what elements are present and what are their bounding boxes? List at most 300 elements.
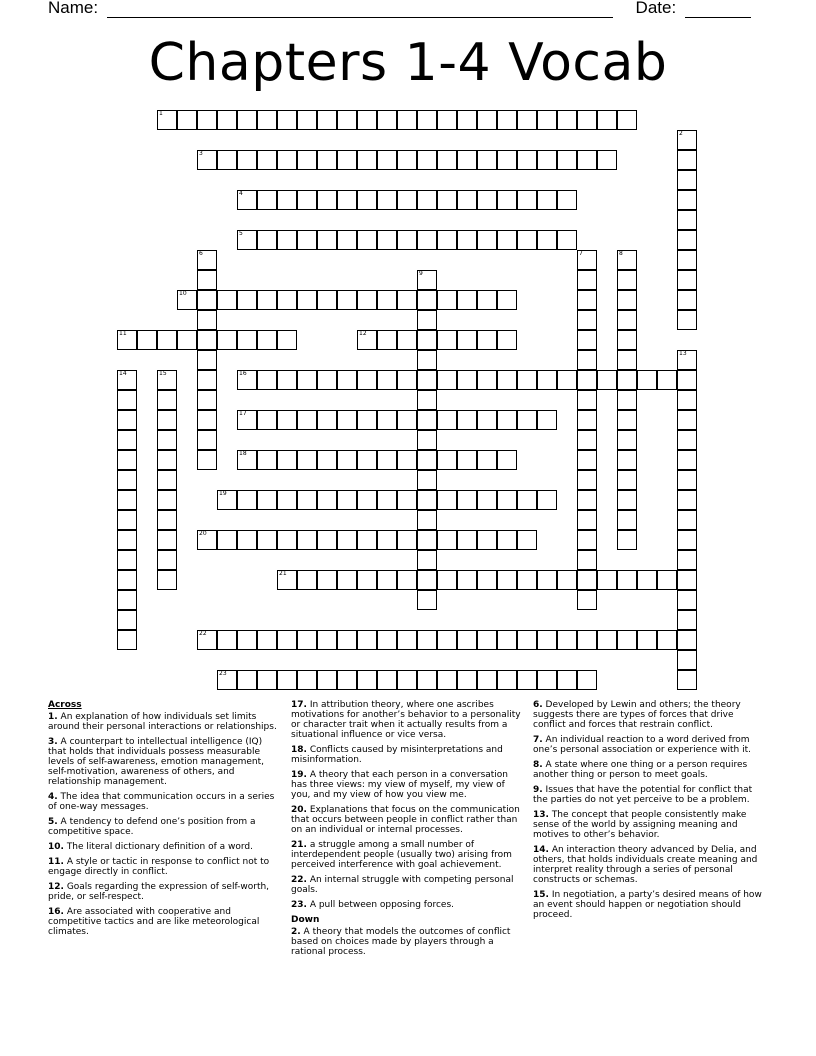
grid-cell[interactable]	[537, 410, 557, 430]
grid-cell[interactable]	[517, 670, 537, 690]
grid-cell[interactable]	[417, 450, 437, 470]
grid-cell[interactable]	[557, 110, 577, 130]
grid-cell[interactable]	[537, 670, 557, 690]
grid-cell[interactable]	[177, 110, 197, 130]
grid-cell[interactable]	[357, 530, 377, 550]
grid-cell[interactable]	[317, 570, 337, 590]
grid-cell[interactable]	[397, 530, 417, 550]
grid-cell[interactable]	[237, 490, 257, 510]
grid-cell[interactable]	[617, 530, 637, 550]
grid-cell[interactable]	[437, 110, 457, 130]
grid-cell[interactable]	[617, 370, 637, 390]
grid-cell[interactable]	[397, 670, 417, 690]
grid-cell[interactable]	[577, 270, 597, 290]
grid-cell[interactable]	[377, 230, 397, 250]
grid-cell[interactable]	[257, 150, 277, 170]
grid-cell[interactable]	[157, 390, 177, 410]
grid-cell[interactable]	[417, 510, 437, 530]
grid-cell[interactable]	[477, 530, 497, 550]
grid-cell[interactable]	[417, 550, 437, 570]
grid-cell[interactable]	[477, 490, 497, 510]
grid-cell[interactable]	[417, 410, 437, 430]
grid-cell[interactable]	[337, 110, 357, 130]
grid-cell[interactable]	[197, 270, 217, 290]
grid-cell[interactable]	[577, 310, 597, 330]
grid-cell[interactable]	[577, 290, 597, 310]
grid-cell[interactable]	[397, 110, 417, 130]
grid-cell[interactable]	[617, 430, 637, 450]
grid-cell[interactable]	[557, 670, 577, 690]
grid-cell[interactable]	[677, 410, 697, 430]
grid-cell[interactable]	[497, 410, 517, 430]
grid-cell[interactable]	[517, 230, 537, 250]
grid-cell[interactable]	[557, 150, 577, 170]
grid-cell[interactable]	[637, 570, 657, 590]
grid-cell[interactable]	[677, 630, 697, 650]
grid-cell[interactable]	[617, 450, 637, 470]
grid-cell[interactable]	[517, 110, 537, 130]
grid-cell[interactable]	[477, 410, 497, 430]
grid-cell[interactable]	[157, 570, 177, 590]
grid-cell[interactable]	[577, 350, 597, 370]
grid-cell[interactable]	[357, 570, 377, 590]
grid-cell[interactable]	[577, 590, 597, 610]
grid-cell[interactable]	[437, 490, 457, 510]
grid-cell[interactable]	[557, 570, 577, 590]
grid-cell[interactable]	[437, 570, 457, 590]
grid-cell[interactable]	[677, 210, 697, 230]
grid-cell[interactable]	[397, 330, 417, 350]
grid-cell[interactable]	[157, 410, 177, 430]
grid-cell[interactable]	[677, 370, 697, 390]
grid-cell[interactable]	[337, 190, 357, 210]
grid-cell[interactable]	[377, 490, 397, 510]
grid-cell[interactable]	[397, 450, 417, 470]
grid-cell[interactable]	[617, 390, 637, 410]
grid-cell[interactable]	[197, 330, 217, 350]
grid-cell[interactable]	[397, 370, 417, 390]
grid-cell[interactable]	[677, 470, 697, 490]
grid-cell[interactable]	[677, 350, 697, 370]
grid-cell[interactable]	[437, 150, 457, 170]
grid-cell[interactable]	[217, 630, 237, 650]
grid-cell[interactable]	[117, 430, 137, 450]
grid-cell[interactable]	[457, 490, 477, 510]
grid-cell[interactable]	[457, 530, 477, 550]
grid-cell[interactable]	[457, 290, 477, 310]
grid-cell[interactable]	[317, 150, 337, 170]
grid-cell[interactable]	[397, 410, 417, 430]
grid-cell[interactable]	[257, 370, 277, 390]
grid-cell[interactable]	[197, 450, 217, 470]
grid-cell[interactable]	[197, 430, 217, 450]
grid-cell[interactable]	[617, 330, 637, 350]
grid-cell[interactable]	[617, 570, 637, 590]
grid-cell[interactable]	[317, 230, 337, 250]
grid-cell[interactable]	[297, 570, 317, 590]
grid-cell[interactable]	[457, 110, 477, 130]
grid-cell[interactable]	[417, 290, 437, 310]
grid-cell[interactable]	[617, 310, 637, 330]
grid-cell[interactable]	[537, 570, 557, 590]
grid-cell[interactable]	[317, 490, 337, 510]
grid-cell[interactable]	[497, 110, 517, 130]
grid-cell[interactable]	[317, 670, 337, 690]
grid-cell[interactable]	[337, 530, 357, 550]
grid-cell[interactable]	[617, 490, 637, 510]
grid-cell[interactable]	[677, 170, 697, 190]
grid-cell[interactable]	[557, 190, 577, 210]
grid-cell[interactable]	[217, 670, 237, 690]
grid-cell[interactable]	[357, 490, 377, 510]
grid-cell[interactable]	[677, 550, 697, 570]
grid-cell[interactable]	[417, 590, 437, 610]
grid-cell[interactable]	[297, 670, 317, 690]
grid-cell[interactable]	[377, 410, 397, 430]
grid-cell[interactable]	[277, 410, 297, 430]
grid-cell[interactable]	[377, 530, 397, 550]
grid-cell[interactable]	[617, 630, 637, 650]
grid-cell[interactable]	[277, 630, 297, 650]
grid-cell[interactable]	[177, 330, 197, 350]
grid-cell[interactable]	[257, 490, 277, 510]
grid-cell[interactable]	[297, 630, 317, 650]
grid-cell[interactable]	[197, 410, 217, 430]
grid-cell[interactable]	[477, 370, 497, 390]
grid-cell[interactable]	[237, 230, 257, 250]
grid-cell[interactable]	[377, 450, 397, 470]
grid-cell[interactable]	[597, 630, 617, 650]
grid-cell[interactable]	[337, 410, 357, 430]
grid-cell[interactable]	[477, 570, 497, 590]
grid-cell[interactable]	[497, 190, 517, 210]
grid-cell[interactable]	[517, 490, 537, 510]
grid-cell[interactable]	[577, 370, 597, 390]
grid-cell[interactable]	[657, 630, 677, 650]
grid-cell[interactable]	[577, 630, 597, 650]
grid-cell[interactable]	[497, 370, 517, 390]
grid-cell[interactable]	[497, 670, 517, 690]
grid-cell[interactable]	[297, 490, 317, 510]
grid-cell[interactable]	[197, 370, 217, 390]
grid-cell[interactable]	[377, 330, 397, 350]
grid-cell[interactable]	[397, 290, 417, 310]
grid-cell[interactable]	[677, 230, 697, 250]
grid-cell[interactable]	[457, 190, 477, 210]
grid-cell[interactable]	[677, 610, 697, 630]
grid-cell[interactable]	[377, 150, 397, 170]
grid-cell[interactable]	[397, 570, 417, 590]
grid-cell[interactable]	[117, 330, 137, 350]
grid-cell[interactable]	[437, 370, 457, 390]
grid-cell[interactable]	[437, 450, 457, 470]
grid-cell[interactable]	[437, 290, 457, 310]
grid-cell[interactable]	[317, 190, 337, 210]
grid-cell[interactable]	[297, 530, 317, 550]
grid-cell[interactable]	[417, 150, 437, 170]
grid-cell[interactable]	[337, 290, 357, 310]
grid-cell[interactable]	[677, 430, 697, 450]
grid-cell[interactable]	[417, 430, 437, 450]
grid-cell[interactable]	[417, 390, 437, 410]
grid-cell[interactable]	[657, 370, 677, 390]
grid-cell[interactable]	[237, 290, 257, 310]
grid-cell[interactable]	[157, 110, 177, 130]
grid-cell[interactable]	[677, 250, 697, 270]
grid-cell[interactable]	[137, 330, 157, 350]
grid-cell[interactable]	[357, 450, 377, 470]
grid-cell[interactable]	[617, 510, 637, 530]
grid-cell[interactable]	[217, 110, 237, 130]
grid-cell[interactable]	[597, 370, 617, 390]
grid-cell[interactable]	[437, 230, 457, 250]
grid-cell[interactable]	[617, 250, 637, 270]
grid-cell[interactable]	[357, 290, 377, 310]
grid-cell[interactable]	[677, 290, 697, 310]
grid-cell[interactable]	[477, 330, 497, 350]
grid-cell[interactable]	[117, 370, 137, 390]
grid-cell[interactable]	[617, 470, 637, 490]
grid-cell[interactable]	[217, 150, 237, 170]
grid-cell[interactable]	[497, 570, 517, 590]
grid-cell[interactable]	[237, 370, 257, 390]
grid-cell[interactable]	[377, 110, 397, 130]
grid-cell[interactable]	[157, 330, 177, 350]
grid-cell[interactable]	[197, 310, 217, 330]
grid-cell[interactable]	[277, 570, 297, 590]
grid-cell[interactable]	[337, 450, 357, 470]
grid-cell[interactable]	[297, 370, 317, 390]
grid-cell[interactable]	[297, 230, 317, 250]
grid-cell[interactable]	[377, 630, 397, 650]
grid-cell[interactable]	[497, 630, 517, 650]
grid-cell[interactable]	[357, 330, 377, 350]
grid-cell[interactable]	[677, 310, 697, 330]
grid-cell[interactable]	[257, 110, 277, 130]
grid-cell[interactable]	[677, 650, 697, 670]
grid-cell[interactable]	[417, 110, 437, 130]
grid-cell[interactable]	[277, 450, 297, 470]
grid-cell[interactable]	[197, 250, 217, 270]
grid-cell[interactable]	[257, 410, 277, 430]
grid-cell[interactable]	[417, 230, 437, 250]
grid-cell[interactable]	[537, 230, 557, 250]
grid-cell[interactable]	[417, 330, 437, 350]
grid-cell[interactable]	[657, 570, 677, 590]
grid-cell[interactable]	[117, 610, 137, 630]
grid-cell[interactable]	[537, 370, 557, 390]
grid-cell[interactable]	[237, 630, 257, 650]
grid-cell[interactable]	[677, 670, 697, 690]
grid-cell[interactable]	[357, 630, 377, 650]
grid-cell[interactable]	[377, 670, 397, 690]
grid-cell[interactable]	[357, 670, 377, 690]
grid-cell[interactable]	[317, 410, 337, 430]
grid-cell[interactable]	[357, 230, 377, 250]
grid-cell[interactable]	[677, 150, 697, 170]
grid-cell[interactable]	[577, 390, 597, 410]
grid-cell[interactable]	[497, 490, 517, 510]
grid-cell[interactable]	[517, 370, 537, 390]
grid-cell[interactable]	[417, 370, 437, 390]
grid-cell[interactable]	[117, 530, 137, 550]
grid-cell[interactable]	[677, 570, 697, 590]
grid-cell[interactable]	[117, 630, 137, 650]
grid-cell[interactable]	[677, 530, 697, 550]
grid-cell[interactable]	[457, 670, 477, 690]
grid-cell[interactable]	[517, 630, 537, 650]
grid-cell[interactable]	[497, 150, 517, 170]
grid-cell[interactable]	[157, 450, 177, 470]
grid-cell[interactable]	[397, 230, 417, 250]
grid-cell[interactable]	[377, 370, 397, 390]
grid-cell[interactable]	[497, 450, 517, 470]
grid-cell[interactable]	[117, 490, 137, 510]
grid-cell[interactable]	[437, 630, 457, 650]
grid-cell[interactable]	[257, 330, 277, 350]
grid-cell[interactable]	[677, 450, 697, 470]
grid-cell[interactable]	[417, 470, 437, 490]
grid-cell[interactable]	[457, 370, 477, 390]
grid-cell[interactable]	[157, 430, 177, 450]
grid-cell[interactable]	[557, 370, 577, 390]
grid-cell[interactable]	[257, 230, 277, 250]
grid-cell[interactable]	[317, 110, 337, 130]
grid-cell[interactable]	[617, 290, 637, 310]
grid-cell[interactable]	[577, 450, 597, 470]
grid-cell[interactable]	[237, 450, 257, 470]
grid-cell[interactable]	[317, 290, 337, 310]
grid-cell[interactable]	[577, 330, 597, 350]
grid-cell[interactable]	[277, 150, 297, 170]
grid-cell[interactable]	[677, 130, 697, 150]
grid-cell[interactable]	[217, 330, 237, 350]
grid-cell[interactable]	[437, 410, 457, 430]
grid-cell[interactable]	[497, 230, 517, 250]
grid-cell[interactable]	[577, 250, 597, 270]
grid-cell[interactable]	[457, 230, 477, 250]
grid-cell[interactable]	[157, 550, 177, 570]
grid-cell[interactable]	[297, 150, 317, 170]
grid-cell[interactable]	[397, 190, 417, 210]
grid-cell[interactable]	[597, 570, 617, 590]
grid-cell[interactable]	[217, 290, 237, 310]
grid-cell[interactable]	[577, 470, 597, 490]
grid-cell[interactable]	[437, 670, 457, 690]
grid-cell[interactable]	[357, 190, 377, 210]
grid-cell[interactable]	[337, 370, 357, 390]
grid-cell[interactable]	[477, 150, 497, 170]
grid-cell[interactable]	[517, 410, 537, 430]
grid-cell[interactable]	[417, 310, 437, 330]
grid-cell[interactable]	[157, 530, 177, 550]
grid-cell[interactable]	[477, 290, 497, 310]
grid-cell[interactable]	[617, 110, 637, 130]
grid-cell[interactable]	[337, 150, 357, 170]
grid-cell[interactable]	[237, 670, 257, 690]
grid-cell[interactable]	[277, 330, 297, 350]
grid-cell[interactable]	[157, 370, 177, 390]
grid-cell[interactable]	[497, 330, 517, 350]
grid-cell[interactable]	[537, 490, 557, 510]
grid-cell[interactable]	[257, 530, 277, 550]
grid-cell[interactable]	[617, 350, 637, 370]
grid-cell[interactable]	[377, 570, 397, 590]
grid-cell[interactable]	[417, 570, 437, 590]
grid-cell[interactable]	[537, 190, 557, 210]
grid-cell[interactable]	[317, 530, 337, 550]
grid-cell[interactable]	[197, 630, 217, 650]
grid-cell[interactable]	[477, 230, 497, 250]
grid-cell[interactable]	[337, 670, 357, 690]
grid-cell[interactable]	[277, 530, 297, 550]
grid-cell[interactable]	[457, 150, 477, 170]
grid-cell[interactable]	[237, 530, 257, 550]
grid-cell[interactable]	[477, 110, 497, 130]
grid-cell[interactable]	[337, 230, 357, 250]
grid-cell[interactable]	[577, 570, 597, 590]
grid-cell[interactable]	[497, 290, 517, 310]
grid-cell[interactable]	[477, 670, 497, 690]
grid-cell[interactable]	[637, 370, 657, 390]
grid-cell[interactable]	[557, 630, 577, 650]
grid-cell[interactable]	[517, 530, 537, 550]
grid-cell[interactable]	[237, 330, 257, 350]
grid-cell[interactable]	[457, 450, 477, 470]
grid-cell[interactable]	[317, 450, 337, 470]
grid-cell[interactable]	[357, 410, 377, 430]
grid-cell[interactable]	[117, 470, 137, 490]
grid-cell[interactable]	[477, 450, 497, 470]
grid-cell[interactable]	[677, 190, 697, 210]
grid-cell[interactable]	[297, 290, 317, 310]
grid-cell[interactable]	[397, 150, 417, 170]
grid-cell[interactable]	[117, 510, 137, 530]
grid-cell[interactable]	[437, 190, 457, 210]
grid-cell[interactable]	[437, 330, 457, 350]
grid-cell[interactable]	[197, 350, 217, 370]
grid-cell[interactable]	[297, 410, 317, 430]
grid-cell[interactable]	[197, 290, 217, 310]
grid-cell[interactable]	[577, 430, 597, 450]
grid-cell[interactable]	[297, 190, 317, 210]
grid-cell[interactable]	[477, 630, 497, 650]
grid-cell[interactable]	[117, 410, 137, 430]
grid-cell[interactable]	[197, 530, 217, 550]
grid-cell[interactable]	[277, 490, 297, 510]
grid-cell[interactable]	[577, 530, 597, 550]
grid-cell[interactable]	[417, 490, 437, 510]
grid-cell[interactable]	[677, 590, 697, 610]
grid-cell[interactable]	[477, 190, 497, 210]
grid-cell[interactable]	[577, 150, 597, 170]
grid-cell[interactable]	[237, 190, 257, 210]
grid-cell[interactable]	[357, 150, 377, 170]
grid-cell[interactable]	[557, 230, 577, 250]
grid-cell[interactable]	[277, 230, 297, 250]
grid-cell[interactable]	[417, 190, 437, 210]
grid-cell[interactable]	[577, 410, 597, 430]
grid-cell[interactable]	[617, 270, 637, 290]
grid-cell[interactable]	[257, 670, 277, 690]
grid-cell[interactable]	[577, 550, 597, 570]
grid-cell[interactable]	[577, 490, 597, 510]
grid-cell[interactable]	[297, 110, 317, 130]
grid-cell[interactable]	[217, 530, 237, 550]
grid-cell[interactable]	[197, 390, 217, 410]
grid-cell[interactable]	[457, 410, 477, 430]
grid-cell[interactable]	[277, 370, 297, 390]
